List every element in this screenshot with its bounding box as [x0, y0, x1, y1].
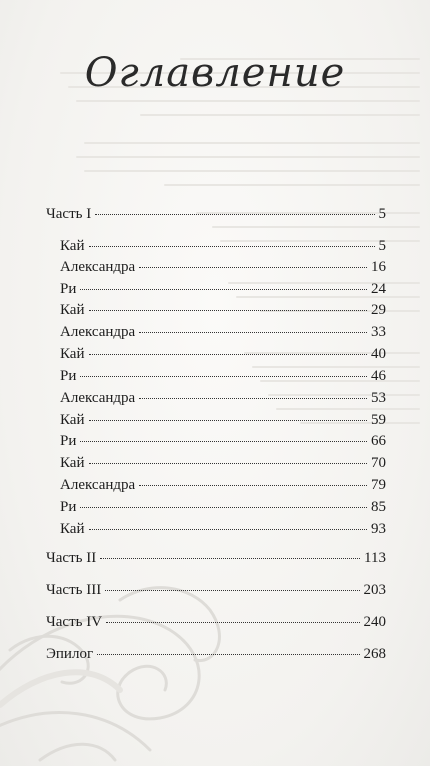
toc-chapter-entry [60, 498, 386, 516]
toc-chapter-entry [60, 258, 386, 276]
toc-chapter-entry [60, 237, 386, 255]
toc-page-number: 40 [371, 346, 386, 362]
dot-leader [139, 332, 367, 333]
toc-chapter-entry [60, 520, 386, 538]
toc-chapter-entry [60, 301, 386, 319]
toc-chapter-entry [60, 323, 386, 341]
toc-chapter-entry [60, 280, 386, 298]
toc-entry-label: Кай [60, 302, 85, 318]
toc-entry-label: Александра [60, 390, 136, 406]
toc-part-entry [46, 205, 386, 223]
toc-chapter-entry [60, 476, 386, 494]
toc-page-number: 70 [371, 455, 386, 471]
toc-entry-label: Часть I [46, 206, 92, 222]
toc-chapter-entry [60, 389, 386, 407]
toc-page-number: 93 [371, 521, 386, 537]
toc-page-number: 79 [371, 477, 386, 493]
dot-leader [89, 246, 375, 247]
toc-chapter-entry [60, 367, 386, 385]
dot-leader [89, 529, 368, 530]
toc-page-number: 203 [363, 582, 386, 598]
toc-entry-label: Часть IV [46, 614, 103, 630]
toc-part-entry [46, 549, 386, 567]
toc-page-number: 59 [371, 412, 386, 428]
toc-entry-label: Часть II [46, 550, 97, 566]
toc-entry-label: Александра [60, 477, 136, 493]
toc-page-number: 29 [371, 302, 386, 318]
dot-leader [89, 420, 368, 421]
toc-entry-label: Александра [60, 259, 136, 275]
dot-leader [139, 485, 367, 486]
dot-leader [89, 354, 368, 355]
dot-leader [80, 507, 367, 508]
toc-page-number: 33 [371, 324, 386, 340]
toc-page-number: 24 [371, 281, 386, 297]
toc-entry-label: Ри [60, 281, 77, 297]
page-title: Оглавление [84, 50, 346, 96]
toc-entry-label: Ри [60, 368, 77, 384]
toc-entry-label: Эпилог [46, 646, 94, 662]
toc-chapter-entry [60, 411, 386, 429]
dot-leader [97, 654, 359, 655]
toc-page-number: 240 [363, 614, 386, 630]
toc-chapter-entry [60, 432, 386, 450]
toc-entry-label: Часть III [46, 582, 102, 598]
dot-leader [89, 463, 368, 464]
toc-part-entry [46, 645, 386, 663]
dot-leader [89, 310, 368, 311]
toc-part-entry [46, 613, 386, 631]
toc-page-number: 5 [378, 238, 386, 254]
dot-leader [105, 590, 359, 591]
dot-leader [100, 558, 360, 559]
toc-page-number: 5 [378, 206, 386, 222]
toc-entry-label: Кай [60, 521, 85, 537]
toc-entry-label: Кай [60, 412, 85, 428]
toc-part-entry [46, 581, 386, 599]
dot-leader [139, 267, 367, 268]
dot-leader [139, 398, 367, 399]
toc-entry-label: Кай [60, 346, 85, 362]
dot-leader [80, 376, 367, 377]
toc-page-number: 113 [364, 550, 386, 566]
dot-leader [80, 441, 367, 442]
toc-chapter-entry [60, 345, 386, 363]
toc-page-number: 85 [371, 499, 386, 515]
dot-leader [80, 289, 367, 290]
toc-page-number: 268 [363, 646, 386, 662]
toc-page-number: 53 [371, 390, 386, 406]
toc-entry-label: Кай [60, 455, 85, 471]
toc-entry-label: Ри [60, 433, 77, 449]
toc-chapter-entry [60, 454, 386, 472]
toc-page-number: 16 [371, 259, 386, 275]
dot-leader [95, 214, 374, 215]
dot-leader [106, 622, 359, 623]
toc-entry-label: Кай [60, 238, 85, 254]
toc-page-number: 46 [371, 368, 386, 384]
toc-entry-label: Ри [60, 499, 77, 515]
toc-entry-label: Александра [60, 324, 136, 340]
toc-page-number: 66 [371, 433, 386, 449]
